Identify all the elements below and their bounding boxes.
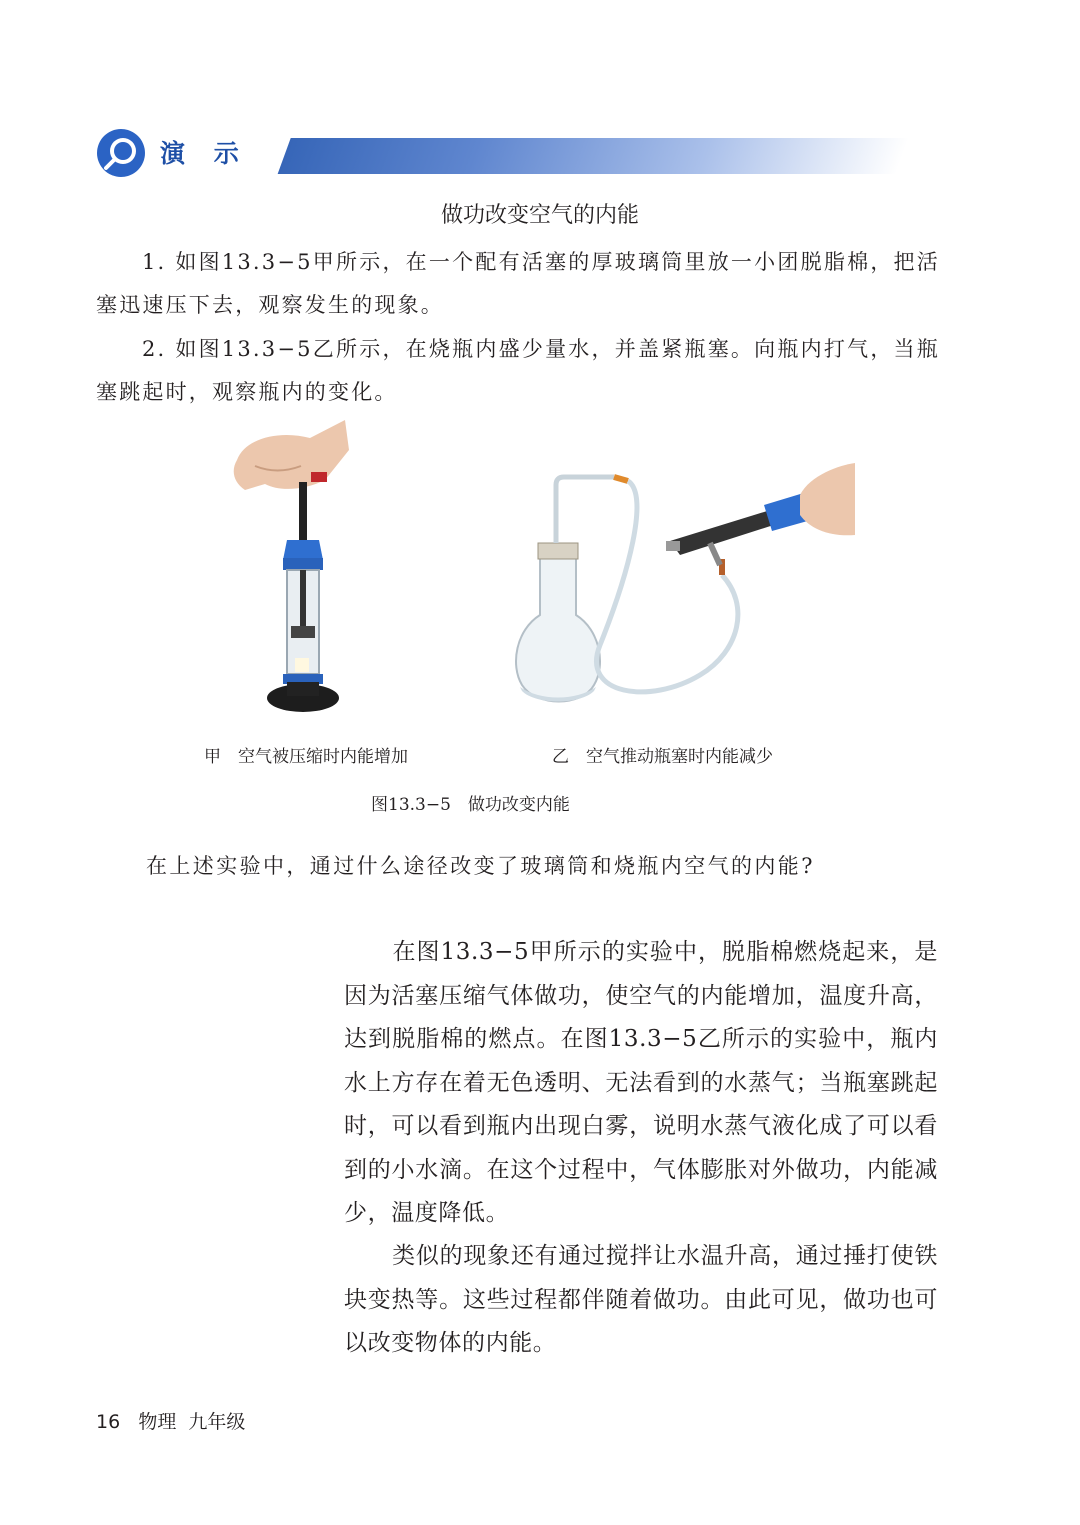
- question: 在上述实验中，通过什么途径改变了玻璃筒和烧瓶内空气的内能?: [146, 854, 815, 878]
- page-number: 16: [96, 1411, 121, 1433]
- subcaption-a: 甲 空气被压缩时内能增加: [204, 747, 408, 767]
- flask-pump-illustration: [510, 455, 855, 715]
- fire-piston-illustration: [225, 420, 365, 720]
- figure-caption: 图13.3−5 做功改变内能: [371, 795, 570, 815]
- subcaption-b: 乙 空气推动瓶塞时内能减少: [552, 747, 773, 767]
- demo-title: 做功改变空气的内能: [440, 203, 639, 228]
- magnifier-icon: [96, 128, 146, 178]
- page-footer: [96, 1407, 245, 1434]
- banner-gradient-bar: [236, 138, 909, 174]
- step-2: 2. 如图13.3−5乙所示，在烧瓶内盛少量水，并盖紧瓶塞。向瓶内打气，当瓶塞跳起时，观察瓶内的变化。: [96, 337, 940, 404]
- footer-subject: 物理: [138, 1411, 177, 1433]
- step-1: 1. 如图13.3−5甲所示，在一个配有活塞的厚玻璃筒里放一小团脱脂棉，把活塞迅速压下去，观察发生的现象。: [96, 250, 940, 317]
- demo-banner: [96, 128, 896, 178]
- banner-label: 演 示: [160, 139, 249, 168]
- footer-grade: 九年级: [188, 1411, 246, 1433]
- explanation-1: 在图13.3−5甲所示的实验中，脱脂棉燃烧起来，是因为活塞压缩气体做功，使空气的内能增加，温度升高，达到脱脂棉的燃点。在图13.3−5乙所示的实验中，瓶内水上方存在着无色透明、无法看到的水蒸气；当瓶塞跳起时，可以看到瓶内出现白雾，说明水蒸气液化成了可以看到的小水滴。在这个过程中，气体膨胀对外做功，内能减少，温度降低。: [344, 939, 938, 1226]
- explanation-2: 类似的现象还有通过搅拌让水温升高，通过捶打使铁块变热等。这些过程都伴随着做功。由此可见，做功也可以改变物体的内能。: [344, 1243, 938, 1356]
